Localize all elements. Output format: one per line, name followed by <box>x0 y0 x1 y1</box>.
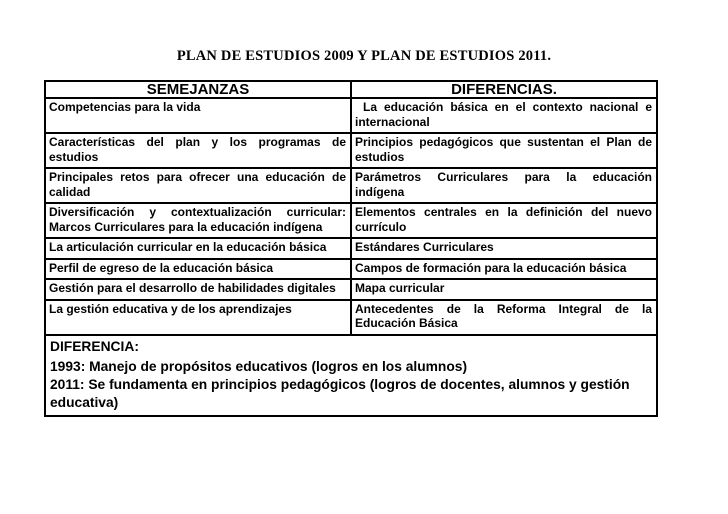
table-header-row <box>45 81 657 98</box>
diferencias-cell: Campos de formación para la educación básica <box>351 259 657 280</box>
semejanzas-cell: Perfil de egreso de la educación básica <box>45 259 351 280</box>
semejanzas-cell: Gestión para el desarrollo de habilidades digitales <box>45 279 351 300</box>
table-footer-row <box>45 335 657 416</box>
diferencias-cell: Principios pedagógicos que sustentan el Plan de estudios <box>351 133 657 168</box>
diferencias-cell: Mapa curricular <box>351 279 657 300</box>
table-header-semejanzas: SEMEJANZAS <box>45 81 351 98</box>
diferencias-cell: Antecedentes de la Reforma Integral de la Educación Básica <box>351 300 657 335</box>
diferencias-cell: Parámetros Curriculares para la educación indígena <box>351 168 657 203</box>
footer-line-1993: 1993: Manejo de propósitos educativos (logros en los alumnos) <box>50 358 468 374</box>
table-row <box>45 238 657 259</box>
footer-line-diferencia: DIFERENCIA: <box>50 338 139 354</box>
footer-cell <box>45 335 657 416</box>
comparison-table <box>44 80 658 417</box>
semejanzas-cell: Diversificación y contextualización curricular: Marcos Curriculares para la educación indígena <box>45 203 351 238</box>
semejanzas-cell: La articulación curricular en la educación básica <box>45 238 351 259</box>
semejanzas-cell: Principales retos para ofrecer una educación de calidad <box>45 168 351 203</box>
diferencias-cell: La educación básica en el contexto nacional e internacional <box>351 98 657 133</box>
diferencias-cell: Elementos centrales en la definición del nuevo currículo <box>351 203 657 238</box>
table-row <box>45 300 657 335</box>
table-row <box>45 133 657 168</box>
diferencias-cell: Estándares Curriculares <box>351 238 657 259</box>
table-header-diferencias: DIFERENCIAS. <box>351 81 657 98</box>
table-row <box>45 203 657 238</box>
table-row <box>45 259 657 280</box>
semejanzas-cell: Características del plan y los programas de estudios <box>45 133 351 168</box>
semejanzas-cell: Competencias para la vida <box>45 98 351 133</box>
table-row <box>45 279 657 300</box>
table-row <box>45 98 657 133</box>
page-title: PLAN DE ESTUDIOS 2009 Y PLAN DE ESTUDIOS 2011. <box>176 48 552 64</box>
semejanzas-cell: La gestión educativa y de los aprendizajes <box>45 300 351 335</box>
footer-line-2011: 2011: Se fundamenta en principios pedagógicos (logros de docentes, alumnos y gestión educativa) <box>50 376 630 410</box>
table-row <box>45 168 657 203</box>
